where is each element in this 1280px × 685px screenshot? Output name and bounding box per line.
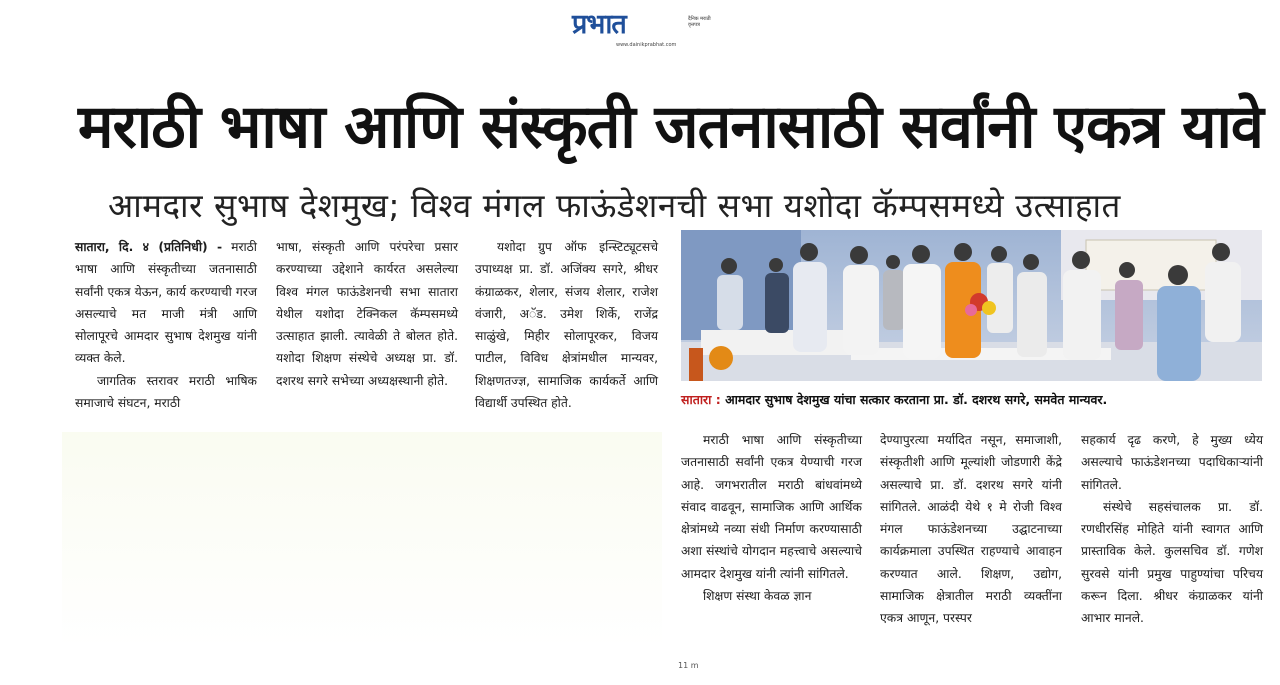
article-column-1 — [75, 236, 257, 414]
headline: मराठी भाषा आणि संस्कृती जतनासाठी सर्वांनी एकत्र यावे — [78, 92, 1263, 162]
newspaper-logo: प्रभात — [572, 9, 626, 40]
article-column-6 — [1081, 429, 1263, 630]
caption-place: सातारा : — [681, 392, 721, 407]
column5-para1: देण्यापुरत्या मर्यादित नसून, समाजाशी, संस्कृतीशी आणि मूल्यांशी जोडणारी केंद्रे असल्याचे प्रा. डॉ. दशरथ सगरे यांनी सांगितले. आळंदी येथे १ मे रोजी विश्व मंगल फाऊंडेशनच्या उद्घाटनाच्या कार्यक्रमाला उपस्थित राहण्याचे आवाहन करण्यात आले. शिक्षण, उद्योग, सामाजिक क्षेत्रातील मराठी व्यक्तींना एकत्र आणून, परस्पर — [880, 433, 1062, 626]
column1-para2: जागतिक स्तरावर मराठी भाषिक समाजाचे संघटन, मराठी — [75, 373, 257, 411]
column2-para1: भाषा, संस्कृती आणि परंपरेचा प्रसार करण्याच्या उद्देशाने कार्यरत असलेल्या विश्व मंगल फाऊंडेशनची सभा सातारा येथील यशोदा टेक्निकल कॅम्पसमध्ये उत्साहात झाली. त्यावेळी ते बोलत होते. यशोदा शिक्षण संस्थेचे अध्यक्ष प्रा. डॉ. दशरथ सगरे सभेच्या अध्यक्षस्थानी होते. — [276, 240, 458, 388]
photo-caption — [681, 389, 1271, 411]
column1-para1: मराठी भाषा आणि संस्कृतीच्या जतनासाठी सर्वांनी एकत्र येऊन, कार्य करण्याची गरज असल्याचे मत माजी मंत्री आणि सोलापूरचे आमदार सुभाष देशमुख यांनी व्यक्त केले. — [75, 240, 257, 366]
article-column-5 — [880, 429, 1062, 630]
column3-para1: यशोदा ग्रुप ऑफ इन्स्टिट्यूटसचे उपाध्यक्ष प्रा. डॉ. अजिंक्य सगरे, श्रीधर कंग्राळकर, शेलार, संजय शेलार, राजेश वंजारी, अॅड. उमेश शिर्के, राजेंद्र साळुंखे, मिहीर सोलापूरकर, विजय पाटील, विविध क्षेत्रांमधील मान्यवर, शिक्षणतज्ज्ञ, सामाजिक कार्यकर्ते आणि विद्यार्थी उपस्थित होते. — [475, 240, 658, 411]
masthead-url: www.dainikprabhat.com — [616, 42, 677, 48]
blank-print-area — [62, 432, 662, 647]
article-column-4 — [681, 429, 862, 607]
event-photo — [681, 230, 1262, 381]
article-column-3 — [475, 236, 658, 414]
article-column-2 — [276, 236, 458, 392]
column6-para2: संस्थेचे सहसंचालक प्रा. डॉ. रणधीरसिंह मोहिते यांनी स्वागत आणि प्रास्ताविक केले. कुलसचिव डॉ. गणेश सुरवसे यांनी प्रमुख पाहुण्यांचा परिचय करून दिला. श्रीधर कंग्राळकर यांनी आभार मानले. — [1081, 499, 1263, 626]
dateline: सातारा, दि. ४ (प्रतिनिधी) - — [75, 240, 223, 254]
masthead-tagline: दैनिक मराठी वृत्तपत्र — [688, 16, 711, 28]
page-margin-marks: 11 m — [678, 661, 699, 670]
column6-para1: सहकार्य दृढ करणे, हे मुख्य ध्येय असल्याचे फाऊंडेशनच्या पदाधिकाऱ्यांनी सांगितले. — [1081, 433, 1263, 492]
column4-para1: मराठी भाषा आणि संस्कृतीच्या जतनासाठी सर्वांनी एकत्र येण्याची गरज आहे. जगभरातील मराठी बांधवांमध्ये संवाद वाढवून, सामाजिक आणि आर्थिक क्षेत्रांमध्ये नव्या संधी निर्माण करण्यासाठी अशा संस्थांचे योगदान महत्त्वाचे असल्याचे आमदार देशमुख यांनी त्यांनी सांगितले. — [681, 433, 862, 581]
subheadline: आमदार सुभाष देशमुख; विश्व मंगल फाऊंडेशनची सभा यशोदा कॅम्पसमध्ये उत्साहात — [108, 186, 1121, 225]
column4-para2: शिक्षण संस्था केवळ ज्ञान — [703, 589, 812, 604]
caption-text: आमदार सुभाष देशमुख यांचा सत्कार करताना प्रा. डॉ. दशरथ सगरे, समवेत मान्यवर. — [725, 392, 1108, 407]
masthead — [572, 10, 722, 50]
